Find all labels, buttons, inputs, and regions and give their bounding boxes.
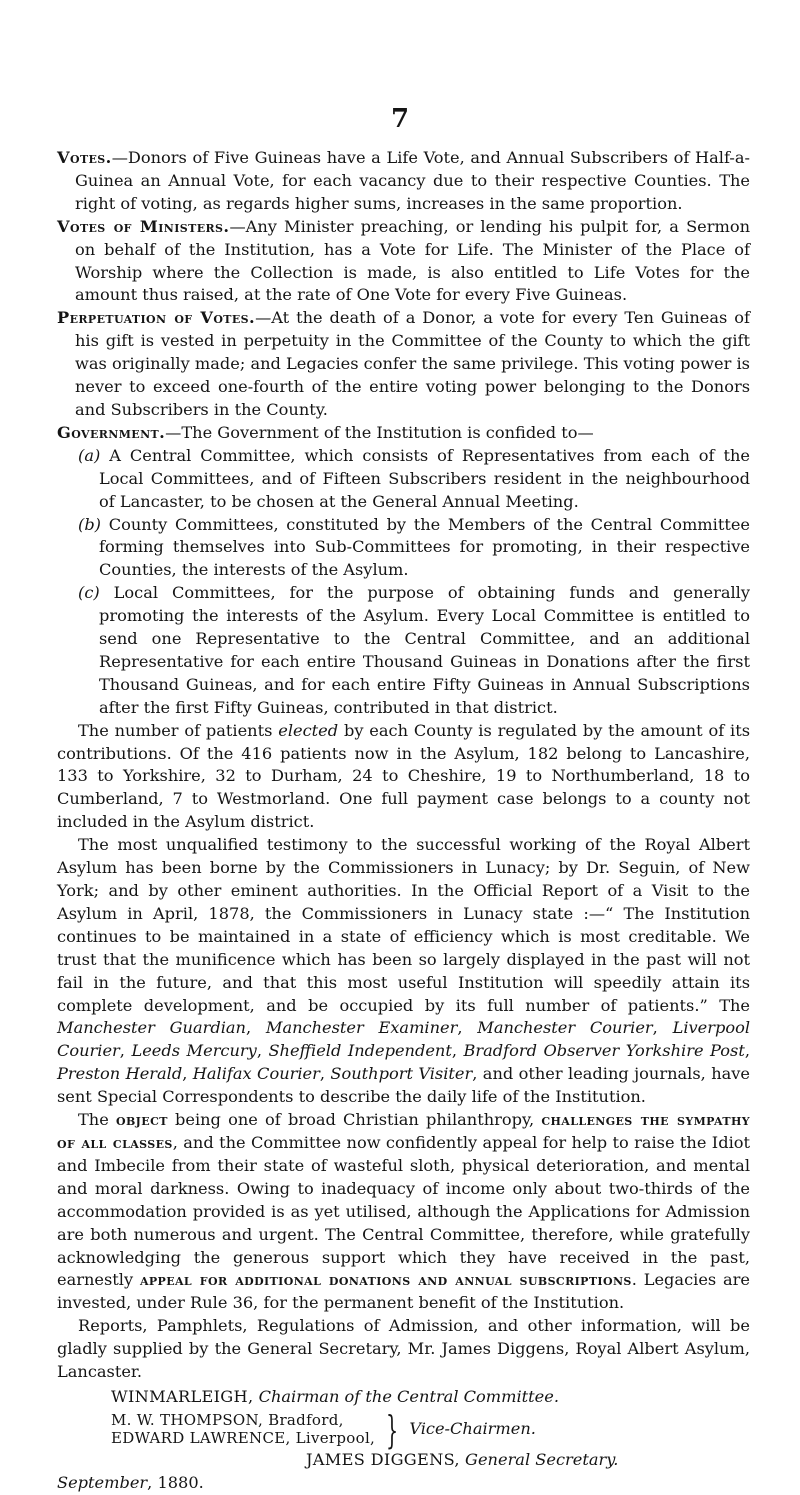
right-brace-icon: }	[386, 1407, 399, 1452]
newspaper-title: Sheffield Independent	[268, 1041, 452, 1061]
votes-heading: Votes.	[57, 148, 112, 167]
date-year: , 1880.	[147, 1472, 204, 1492]
government-item-text: A Central Committee, which consists of Representatives from each of the Local Committees, and of Fifteen Subscribers resident in the neighbourhood of Lancaster, to be chosen at the General Annual Meeting.	[99, 445, 750, 511]
government-paragraph	[57, 422, 750, 445]
votes-paragraph	[57, 147, 750, 216]
government-item-text: Local Committees, for the purpose of obtaining funds and generally promoting the interests of the Asylum. Every Local Committee is entitled to send one Representative to the Central Committee, and an additional Representative for each entire Thousand Guineas in Donations after the first Thousand Guineas, and for each entire Fifty Guineas in Annual Subscriptions after the first Fifty Guineas, contributed in that district.	[99, 583, 750, 717]
vice-chairmen-signature	[57, 1407, 750, 1452]
vice-chairmen-names	[111, 1412, 375, 1447]
newspaper-title: Southport Visiter	[330, 1064, 473, 1084]
appeal-paragraph: The object being one of broad Christian philanthropy, challenges the sympathy of all classes, and the Committee now confidently appeal for help to raise the Idiot and Imbecile from their state of wasteful sloth, physical deterioration, and mental and moral darkness. Owing to inadequacy of income only about two-thirds of the accommodation provided is as yet utilised, although the Applications for Admission are both numerous and urgent. The Central Committee, therefore, while gratefully acknowledging the generous support which they have received in the past, earnestly appeal for additional donations and annual subscriptions. Legacies are invested, under Rule 36, for the permanent benefit of the Institution.	[57, 1110, 750, 1313]
newspaper-title: Liverpool Courier	[57, 1018, 750, 1061]
secretary-signature	[57, 1449, 750, 1472]
patients-paragraph: The number of patients elected by each County is regulated by the amount of its contributions. Of the 416 patients now in the Asylum, 182 belong to Lancashire, 133 to Yorkshire, 32 to Durham, 24 to Cheshire, 19 to Northumberland, 18 to Cumberland, 7 to Westmorland. One full payment case belongs to a county not included in the Asylum district.	[57, 720, 751, 832]
newspaper-title: Manchester Guardian	[57, 1018, 246, 1038]
chairman-signature	[57, 1386, 750, 1409]
government-body: —The Government of the Institution is confided to—	[165, 422, 594, 442]
secretary-name: JAMES DIGGENS,	[306, 1449, 460, 1469]
government-item-c	[57, 582, 750, 719]
perpetuation-paragraph	[57, 307, 750, 422]
government-heading: Government.	[57, 422, 166, 442]
chairman-title: Chairman of the Central Committee.	[258, 1386, 559, 1406]
perpetuation-heading: Perpetuation of Votes.	[57, 308, 256, 328]
appeal-smallcaps: appeal for additional donations and annual subscriptions	[139, 1270, 632, 1290]
votes-ministers-heading: Votes of Ministers.	[57, 216, 230, 236]
newspaper-title: Manchester Examiner	[265, 1018, 458, 1038]
newspaper-title: Halifax Courier	[192, 1064, 320, 1084]
vice-chairman-1: M. W. THOMPSON, Bradford,	[111, 1411, 344, 1430]
vice-chairman-2: EDWARD LAWRENCE, Liverpool,	[111, 1428, 376, 1447]
newspaper-title: Yorkshire Post	[625, 1041, 745, 1061]
newspaper-title: Preston Herald	[57, 1064, 183, 1084]
reports-paragraph: Reports, Pamphlets, Regulations of Admission, and other information, will be gladly supplied by the General Secretary, Mr. James Diggens, Royal Albert Asylum, Lancaster.	[57, 1316, 750, 1382]
newspaper-title: Manchester Courier	[477, 1018, 653, 1038]
government-item-label: (c)	[78, 583, 100, 603]
votes-ministers-body: —Any Minister preaching, or lending his pulpit for, a Sermon on behalf of the Institution, has a Vote for Life. The Minister of the Place of Worship where the Collection is made, is also entitled to Life Votes for the amount thus raised, at the rate of One Vote for every Five Guineas.	[75, 216, 750, 305]
government-item-label: (a)	[78, 445, 101, 465]
page-number: 7	[390, 104, 410, 134]
date-line	[57, 1472, 750, 1495]
perpetuation-body: —At the death of a Donor, a vote for every Ten Guineas of his gift is vested in perpetuity in the Committee of the County to which the gift was originally made; and Legacies confer the same privilege. This voting power is never to exceed one-fourth of the entire voting power belonging to the Donors and Subscribers in the County.	[75, 308, 750, 419]
votes-ministers-paragraph	[57, 216, 750, 308]
government-item-label: (b)	[78, 514, 101, 534]
sympathy-smallcaps: challenges the sympathy of all classes	[57, 1110, 750, 1152]
newspaper-title: Leeds Mercury	[131, 1041, 257, 1061]
government-item-text: County Committees, constituted by the Members of the Central Committee forming themselves into Sub-Committees for promoting, in their respective Counties, the interests of the Asylum.	[99, 514, 750, 580]
chairman-name: WINMARLEIGH,	[111, 1386, 254, 1406]
body-text	[57, 147, 750, 1495]
secretary-title: General Secretary.	[465, 1449, 619, 1469]
object-smallcaps: object	[116, 1110, 168, 1130]
newspaper-title: Bradford Observer	[463, 1041, 620, 1061]
testimony-paragraph: The most unqualified testimony to the successful working of the Royal Albert Asylum has been borne by the Commissioners in Lunacy; by Dr. Seguin, of New York; and by other eminent authorities. In the Official Report of a Visit to the Asylum in April, 1878, the Commissioners in Lunacy state :—“ The Institution continues to be maintained in a state of efficiency which is most creditable. We trust that the munificence which has been so largely displayed in the past will not fail in the future, and that this most useful Institution will speedily attain its complete development, and be occupied by its full number of patients.” The Manchester Guardian, Manchester Examiner, Manchester Courier, Liverpool Courier, Leeds Mercury, Sheffield Independent, Bradford Observer Yorkshire Post, Preston Herald, Halifax Courier, Southport Visiter, and other leading journals, have sent Special Correspondents to describe the daily life of the Institution.	[57, 835, 750, 1107]
government-item-b	[57, 514, 750, 583]
elected-emphasis: elected	[278, 720, 339, 740]
vice-chairmen-title: Vice-Chairmen.	[409, 1419, 536, 1439]
votes-body: —Donors of Five Guineas have a Life Vote, and Annual Subscribers of Half-a-Guinea an Annual Vote, for each vacancy due to their respective Counties. The right of voting, as regards higher sums, increases in the same proportion.	[75, 148, 750, 213]
date-month: September	[57, 1472, 148, 1492]
government-item-a	[57, 445, 750, 514]
